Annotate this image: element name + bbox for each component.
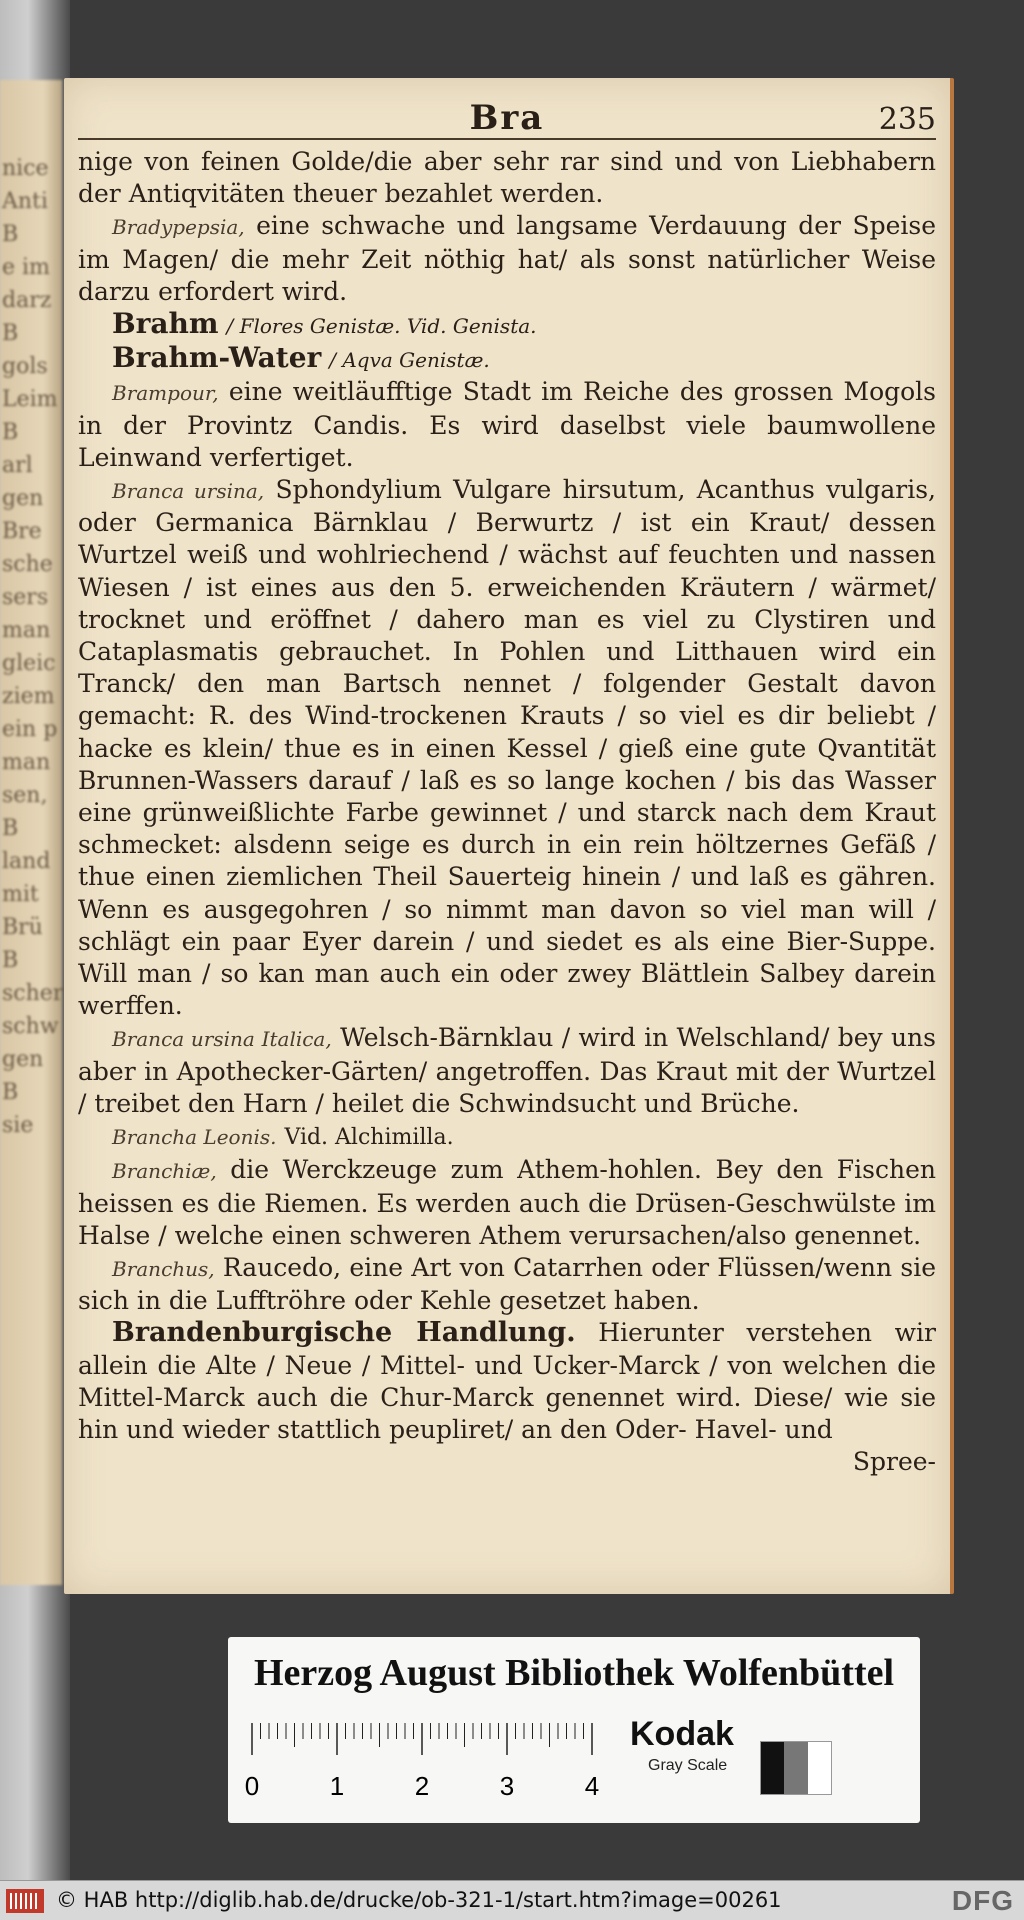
gray-scale-label: Gray Scale: [648, 1757, 728, 1774]
facing-page-text: gols: [2, 354, 48, 379]
facing-page-text: Brü: [2, 915, 43, 940]
facing-page-text: darz: [2, 288, 52, 313]
entry-term: Bradypepsia,: [112, 215, 245, 240]
facing-page-text: B: [2, 1080, 19, 1105]
entry-headword: Brandenburgische Handlung.: [112, 1317, 576, 1349]
facing-page-text: sers: [2, 585, 49, 610]
entry-term: Brampour,: [112, 381, 219, 406]
facing-page-text: Bre: [2, 519, 42, 544]
swatch-white: [808, 1742, 831, 1794]
entry-bradypepsia: Bradypepsia, eine schwache und langsame Verdauung der Speise im Magen/ die mehr Zeit nöthig hat/ als sonst natürlicher Weise darzu erfordert wird.: [78, 211, 936, 306]
facing-page-text: B: [2, 816, 19, 841]
entry-brandenburgische-handlung: Brandenburgische Handlung. Hierunter verstehen wir allein die Alte / Neue / Mittel- und Ucker-Marck / von welchen die Mittel-Marck auch die Chur-Marck genennet wird. Diese/ wie sie hin und wieder stattlich peupliret/ an den Oder- Havel- und: [78, 1317, 936, 1444]
entry-branchus: Branchus, Raucedo, eine Art von Catarrhen oder Flüssen/wenn sie sich in die Lufftröhre oder Kehle gesetzet haben.: [78, 1252, 936, 1316]
facing-page-text: B: [2, 222, 19, 247]
library-name: Herzog August Bibliothek Wolfenbüttel: [253, 1652, 895, 1694]
facing-page-text: gen: [2, 1047, 44, 1072]
entry-brahm-water: Brahm-Water / Aqva Genistæ.: [112, 341, 490, 375]
source-credit[interactable]: © HAB http://diglib.hab.de/drucke/ob-321-1/start.htm?image=00261: [56, 1888, 782, 1912]
facing-page-text: ziem: [2, 684, 55, 709]
scan-reference-card: [228, 1637, 920, 1823]
entry-term: Branchus,: [112, 1256, 215, 1281]
gray-scale-swatch: [760, 1741, 832, 1795]
entry-term: Branchiæ,: [112, 1159, 217, 1184]
ruler-number: 3: [499, 1771, 515, 1801]
page-header: [78, 98, 936, 140]
facing-page-text: B: [2, 321, 19, 346]
facing-page-text: man: [2, 750, 51, 775]
entry-branca-ursina: Branca ursina, Sphondylium Vulgare hirsutum, Acanthus vulgaris, oder Germanica Bärnklau / Berwurtz / ist ein Kraut/ dessen Wurtzel weiß und wohlriechend / wächst auf feuchten und nassen Wiesen / ist eines aus den 5. erweichenden Kräutern / wärmet/ trocknet und eröffnet / dahero man es viel zu Clystiren und Cataplasmatis gebrauchet. In Pohlen und Litthauen wird ein Tranck/ den man Bartsch nennet / folgender Gestalt davon gemacht: R. des Wind-trockenen Krauts / so viel es dir beliebt / hacke es klein/ thue es in einen Kessel / gieß eine gute Qvantität Brunnen-Wassers darauf / laß es so lange kochen / bis das Wasser eine grünweißlichte Farbe gewinnet / und starck nach dem Kraut schmecket: alsdenn seige es durch in ein rein höltzernes Gefäß / thue einen ziemlichen Theil Sauerteig hinein / und laß es gähren. Wenn es ausgegohren / so nimmt man davon so viel man will / schlägt ein paar Eyer darein / und siedet es als eine Bier-Suppe. Will man / so kan man auch ein oder zwey Blättlein Salbey darein werffen.: [78, 475, 936, 1021]
entry-brahm: Brahm / Flores Genistæ. Vid. Genista.: [112, 307, 537, 341]
ruler-number: 2: [414, 1771, 430, 1801]
facing-page-text: scher: [2, 981, 64, 1006]
facing-page-text: Anti: [2, 189, 48, 214]
ruler-number: 4: [584, 1771, 600, 1801]
entry-term: Branca ursina,: [112, 479, 265, 504]
facing-page-text: B: [2, 948, 19, 973]
book-page: [64, 78, 954, 1594]
entry-brancha-leonis: Brancha Leonis. Vid. Alchimilla.: [112, 1125, 454, 1151]
facing-page-text: schw: [2, 1014, 59, 1039]
entry-headword: Brahm: [112, 307, 219, 341]
facing-page-text: gen: [2, 486, 44, 511]
dfg-logo: DFG: [951, 1885, 1014, 1916]
facing-page-text: sche: [2, 552, 53, 577]
entry-brampour: Brampour, eine weitläufftige Stadt im Reiche des grossen Mogols in der Provintz Candis. Es wird daselbst viele baumwollene Leinwand verfertiget.: [78, 377, 936, 472]
entry-term: Branca ursina Italica,: [112, 1027, 332, 1052]
kodak-logo: Kodak: [630, 1715, 734, 1753]
facing-page-text: e im: [2, 255, 50, 280]
paragraph-continuation: nige von feinen Golde/die aber sehr rar sind und von Liebhabern der Antiqvitäten theuer bezahlet werden.: [78, 147, 936, 209]
entry-term: Brancha Leonis.: [112, 1125, 277, 1150]
facing-page-text: land: [2, 849, 51, 874]
facing-page-text: man: [2, 618, 51, 643]
ruler: [244, 1715, 602, 1815]
swatch-gray: [784, 1742, 807, 1794]
facing-page-fragment: [0, 80, 62, 1585]
facing-page-text: gleic: [2, 651, 56, 676]
facing-page-text: mit: [2, 882, 39, 907]
facing-page-text: Leim: [2, 387, 58, 412]
entry-branchiae: Branchiæ, die Werckzeuge zum Athem-hohlen. Bey den Fischen heissen es die Riemen. Es werden auch die Drüsen-Geschwülste im Halse / welche einen schweren Athem verursachen/also genennet.: [78, 1155, 936, 1250]
swatch-black: [761, 1742, 784, 1794]
entry-headword: Brahm-Water: [112, 341, 322, 375]
hab-logo-icon: [6, 1889, 44, 1913]
facing-page-text: arl: [2, 453, 33, 478]
entry-branca-ursina-italica: Branca ursina Italica, Welsch-Bärnklau / wird in Welschland/ bey uns aber in Apothecker-Gärten/ angetroffen. Das Kraut mit der Wurtzel / treibet den Harn / heilet die Schwindsucht und Brüche.: [78, 1023, 936, 1118]
facing-page-text: sen,: [2, 783, 48, 808]
facing-page-text: B: [2, 420, 19, 445]
catchword: Spree-: [852, 1447, 936, 1477]
ruler-number: 0: [244, 1771, 260, 1801]
viewer-footer: [0, 1880, 1024, 1920]
facing-page-text: sie: [2, 1113, 34, 1138]
running-head: Bra: [469, 98, 545, 138]
page-number: 235: [878, 102, 936, 137]
facing-page-text: nice: [2, 156, 49, 181]
facing-page-text: ein p: [2, 717, 58, 742]
page-text: [78, 146, 936, 1478]
ruler-number: 1: [329, 1771, 345, 1801]
